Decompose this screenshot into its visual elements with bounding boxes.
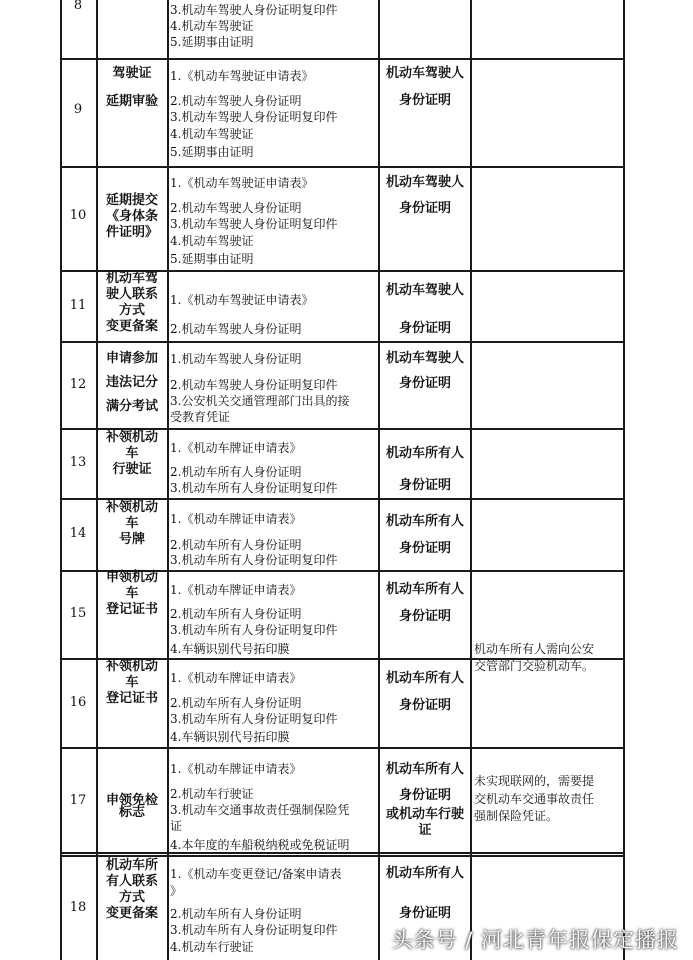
service-name: 补领机动 [105, 500, 158, 515]
service-name: 登记证书 [105, 602, 158, 617]
material-item: 2.机动车所有人身份证明 [170, 538, 302, 552]
material-item: 3.机动车驾驶人身份证明复印件 [170, 217, 338, 231]
table-row-border [60, 341, 625, 343]
service-name: 申领免检 [105, 793, 158, 808]
applicant-proof: 身份证明 [398, 478, 451, 493]
service-name: 延期提交 [105, 193, 158, 208]
applicant-proof: 身份证明 [398, 698, 451, 713]
row-number: 8 [73, 0, 83, 13]
applicant-proof: 身份证明 [398, 788, 451, 803]
applicant-proof: 机动车所有人 [385, 866, 464, 881]
material-item: 1.《机动车变更登记/备案申请表 [170, 867, 342, 881]
row-number: 15 [69, 606, 87, 621]
service-name: 机动车驾 [105, 271, 158, 286]
row-number: 17 [69, 793, 87, 808]
service-name: 机动车所 [105, 858, 158, 873]
remark-text: 交机动车交通事故责任 [474, 792, 595, 806]
material-item: 5.延期事由证明 [170, 145, 254, 159]
service-name: 延期审验 [105, 94, 158, 109]
table-row-border [60, 58, 625, 60]
applicant-proof: 机动车所有人 [385, 762, 464, 777]
service-name: 驾驶证 [112, 66, 152, 81]
material-item: 》 [170, 884, 183, 898]
service-name: 号牌 [118, 532, 145, 547]
applicant-proof: 机动车驾驶人 [385, 175, 464, 190]
row-number: 9 [73, 102, 83, 117]
material-item: 2.机动车驾驶人身份证明 [170, 201, 302, 215]
table-column-border [60, 0, 62, 960]
material-item: 3.机动车所有人身份证明复印件 [170, 481, 338, 495]
material-item: 2.机动车所有人身份证明 [170, 465, 302, 479]
service-name: 申领机动 [105, 570, 158, 585]
table-column-border [623, 0, 625, 960]
material-item: 2.机动车驾驶人身份证明复印件 [170, 378, 338, 392]
service-name: 申请参加 [105, 351, 158, 366]
service-name: 有人联系 [105, 874, 158, 889]
service-name: 变更备案 [105, 906, 158, 921]
row-number: 11 [69, 298, 87, 313]
table-row-border [60, 166, 625, 168]
remark-text: 未实现联网的，需要提 [474, 774, 595, 788]
row-number: 12 [69, 377, 87, 392]
service-name: 车 [125, 446, 139, 461]
applicant-proof: 机动车所有人 [385, 671, 464, 686]
material-item: 3.机动车交通事故责任强制保险凭 [170, 803, 350, 817]
material-item: 1.机动车驾驶人身份证明 [170, 352, 302, 366]
material-item: 2.机动车所有人身份证明 [170, 696, 302, 710]
material-item: 3.机动车驾驶人身份证明复印件 [170, 3, 338, 17]
material-item: 1.《机动车驾驶证申请表》 [170, 69, 314, 83]
row-number: 10 [69, 208, 87, 223]
applicant-proof: 身份证明 [398, 609, 451, 624]
material-item: 5.延期事由证明 [170, 35, 254, 49]
material-item: 1.《机动车驾驶证申请表》 [170, 293, 314, 307]
material-item: 4.本年度的车船税纳税或免税证明 [170, 838, 350, 852]
material-item: 5.延期事由证明 [170, 252, 254, 266]
row-number: 13 [69, 455, 87, 470]
material-item: 4.车辆识别代号拓印膜 [170, 642, 290, 656]
applicant-proof: 机动车所有人 [385, 514, 464, 529]
remark-text: 强制保险凭证。 [474, 809, 559, 823]
material-item: 3.公安机关交通管理部门出具的接 [170, 394, 350, 408]
material-item: 2.机动车所有人身份证明 [170, 607, 302, 621]
material-item: 1.《机动车牌证申请表》 [170, 583, 302, 597]
material-item: 1.《机动车牌证申请表》 [170, 762, 302, 776]
applicant-proof: 或机动车行驶 [385, 807, 464, 822]
applicant-proof: 身份证明 [398, 321, 451, 336]
table-row-border [60, 855, 625, 857]
applicant-proof: 机动车所有人 [385, 582, 464, 597]
applicant-proof: 身份证明 [398, 93, 451, 108]
applicant-proof: 机动车所有人 [385, 446, 464, 461]
watermark-text: 头条号 / 河北青年报保定播报 [391, 928, 679, 952]
material-item: 4.机动车驾驶证 [170, 127, 254, 141]
material-item: 2.机动车驾驶人身份证明 [170, 94, 302, 108]
material-item: 4.机动车行驶证 [170, 940, 254, 954]
applicant-proof: 机动车驾驶人 [385, 66, 464, 81]
service-name: 行驶证 [112, 462, 152, 477]
service-name: 车 [125, 675, 139, 690]
service-name: 违法记分 [105, 375, 158, 390]
material-item: 证 [170, 819, 183, 833]
material-item: 1.《机动车牌证申请表》 [170, 671, 302, 685]
service-name: 驶人联系 [105, 287, 158, 302]
service-name: 变更备案 [105, 319, 158, 334]
material-item: 受教育凭证 [170, 410, 231, 424]
applicant-proof: 身份证明 [398, 376, 451, 391]
applicant-proof: 身份证明 [398, 906, 451, 921]
material-item: 2.机动车行驶证 [170, 787, 254, 801]
service-name: 补领机动 [105, 659, 158, 674]
material-item: 3.机动车所有人身份证明复印件 [170, 623, 338, 637]
service-name: 登记证书 [105, 691, 158, 706]
applicant-proof: 身份证明 [398, 201, 451, 216]
applicant-proof: 证 [418, 823, 432, 838]
applicant-proof: 机动车驾驶人 [385, 351, 464, 366]
material-item: 3.机动车所有人身份证明复印件 [170, 553, 338, 567]
service-name: 方式 [118, 303, 145, 318]
material-item: 4.机动车驾驶证 [170, 19, 254, 33]
material-item: 1.《机动车牌证申请表》 [170, 512, 302, 526]
remark-text: 机动车所有人需向公安 [474, 642, 595, 656]
row-number: 16 [69, 695, 87, 710]
material-item: 3.机动车所有人身份证明复印件 [170, 923, 338, 937]
material-item: 3.机动车所有人身份证明复印件 [170, 712, 338, 726]
table-column-border [470, 0, 472, 960]
applicant-proof: 机动车驾驶人 [385, 283, 464, 298]
service-name: 方式 [118, 890, 145, 905]
material-item: 2.机动车驾驶人身份证明 [170, 322, 302, 336]
material-item: 1.《机动车牌证申请表》 [170, 441, 302, 455]
service-name: 补领机动 [105, 430, 158, 445]
service-name: 车 [125, 516, 139, 531]
material-item: 2.机动车所有人身份证明 [170, 907, 302, 921]
material-item: 1.《机动车驾驶证申请表》 [170, 176, 314, 190]
table-row-border [60, 747, 625, 749]
row-number: 14 [69, 526, 87, 541]
service-name: 车 [125, 586, 139, 601]
material-item: 4.车辆识别代号拓印膜 [170, 730, 290, 744]
service-name: 满分考试 [105, 399, 158, 414]
material-item: 4.机动车驾驶证 [170, 234, 254, 248]
service-name: 标志 [118, 805, 145, 820]
service-name: 《身体条 [105, 209, 158, 224]
row-number: 18 [69, 900, 87, 915]
material-item: 3.机动车驾驶人身份证明复印件 [170, 110, 338, 124]
applicant-proof: 身份证明 [398, 541, 451, 556]
service-name: 件证明》 [105, 225, 158, 240]
remark-text: 交管部门交验机动车。 [474, 659, 595, 673]
